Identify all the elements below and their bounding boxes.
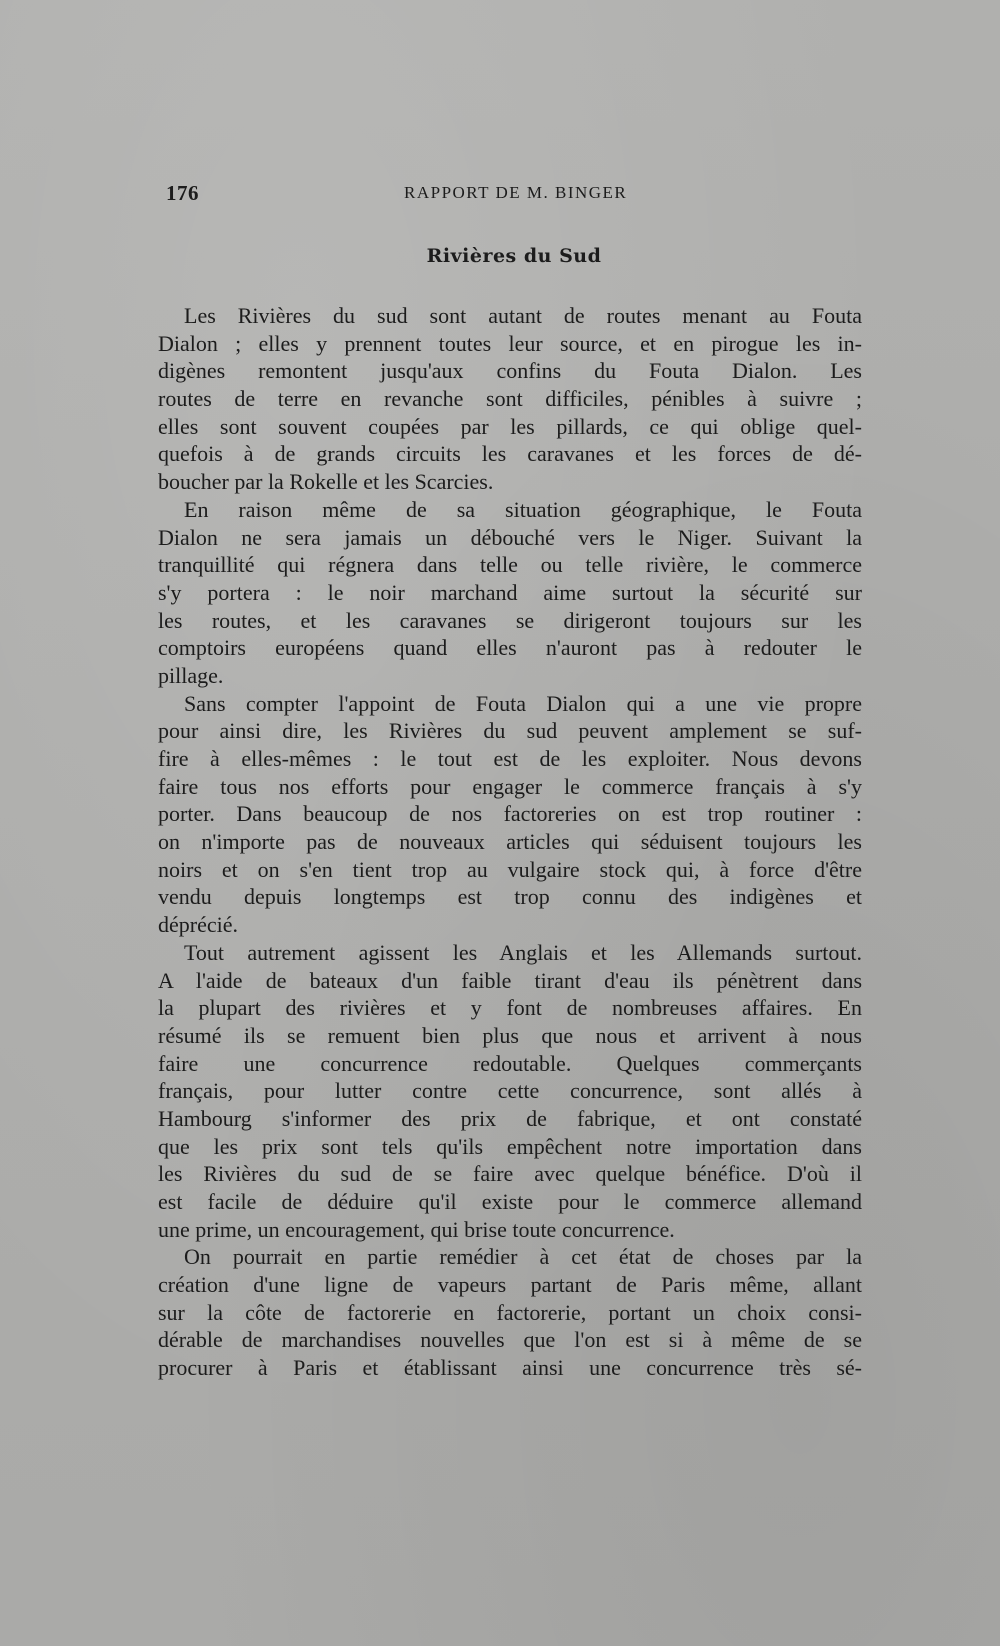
text-line: les Rivières du sud de se faire avec quelque bénéfice. D'où il: [158, 1161, 862, 1187]
section-title: Rivières du Sud: [426, 245, 602, 267]
text-line: digènes remontent jusqu'aux confins du Fouta Dialon. Les: [158, 358, 862, 384]
text-line: déprécié.: [158, 912, 238, 938]
text-line: Dialon ; elles y prennent toutes leur source, et en pirogue les in-: [158, 330, 862, 356]
text-line: A l'aide de bateaux d'un faible tirant d'eau ils pénètrent dans: [158, 967, 862, 993]
text-line: Tout autrement agissent les Anglais et les Allemands surtout.: [184, 939, 862, 965]
text-line: comptoirs européens quand elles n'auront pas à redouter le: [158, 635, 862, 661]
text-line: Les Rivières du sud sont autant de routes menant au Fouta: [184, 303, 862, 328]
text-line: résumé ils se remuent bien plus que nous et arrivent à nous: [158, 1022, 862, 1048]
text-line: création d'une ligne de vapeurs partant de Paris même, allant: [158, 1272, 862, 1298]
text-line: On pourrait en partie remédier à cet état de choses par la: [184, 1244, 862, 1270]
text-line: pour ainsi dire, les Rivières du sud peuvent amplement se suf-: [158, 718, 862, 744]
page-number: 176: [166, 181, 199, 205]
text-line: que les prix sont tels qu'ils empêchent notre importation dans: [158, 1133, 862, 1159]
text-line: vendu depuis longtemps est trop connu des indigènes et: [158, 884, 862, 910]
text-line: faire une concurrence redoutable. Quelques commerçants: [158, 1050, 862, 1076]
text-line: routes de terre en revanche sont difficiles, pénibles à suivre ;: [158, 386, 862, 412]
running-head: [166, 181, 862, 203]
text-line: boucher par la Rokelle et les Scarcies.: [158, 469, 494, 495]
text-line: les routes, et les caravanes se dirigeront toujours sur les: [158, 607, 862, 633]
text-line: s'y portera : le noir marchand aime surtout la sécurité sur: [158, 579, 862, 605]
text-line: est facile de déduire qu'il existe pour le commerce allemand: [158, 1189, 862, 1214]
text-line: faire tous nos efforts pour engager le commerce français à s'y: [158, 773, 862, 799]
text-line: procurer à Paris et établissant ainsi une concurrence très sé-: [158, 1355, 862, 1381]
text-line: Hambourg s'informer des prix de fabrique, et ont constaté: [158, 1105, 862, 1131]
text-line: Dialon ne sera jamais un débouché vers le Niger. Suivant la: [158, 524, 862, 550]
text-line: une prime, un encouragement, qui brise toute concurrence.: [158, 1216, 675, 1242]
text-line: En raison même de sa situation géographique, le Fouta: [184, 496, 862, 522]
text-line: sur la côte de factorerie en factorerie, portant un choix consi-: [158, 1299, 862, 1325]
text-line: on n'importe pas de nouveaux articles qui séduisent toujours les: [158, 829, 862, 855]
text-line: la plupart des rivières et y font de nombreuses affaires. En: [158, 995, 862, 1021]
text-line: français, pour lutter contre cette concurrence, sont allés à: [158, 1078, 862, 1104]
text-line: Sans compter l'appoint de Fouta Dialon qui a une vie propre: [184, 690, 862, 716]
text-line: dérable de marchandises nouvelles que l'on est si à même de se: [158, 1327, 862, 1353]
text-line: noirs et on s'en tient trop au vulgaire stock qui, à force d'être: [158, 856, 862, 882]
running-head-text: RAPPORT DE M. BINGER: [404, 183, 628, 202]
body-text: [158, 302, 862, 1382]
text-line: tranquillité qui régnera dans telle ou telle rivière, le commerce: [158, 552, 862, 578]
text-line: quefois à de grands circuits les caravanes et les forces de dé-: [158, 441, 862, 467]
text-line: porter. Dans beaucoup de nos factoreries on est trop routiner :: [158, 801, 862, 827]
text-line: pillage.: [158, 662, 224, 688]
text-line: fire à elles-mêmes : le tout est de les exploiter. Nous devons: [158, 746, 862, 771]
text-line: elles sont souvent coupées par les pillards, ce qui oblige quel-: [158, 413, 862, 439]
